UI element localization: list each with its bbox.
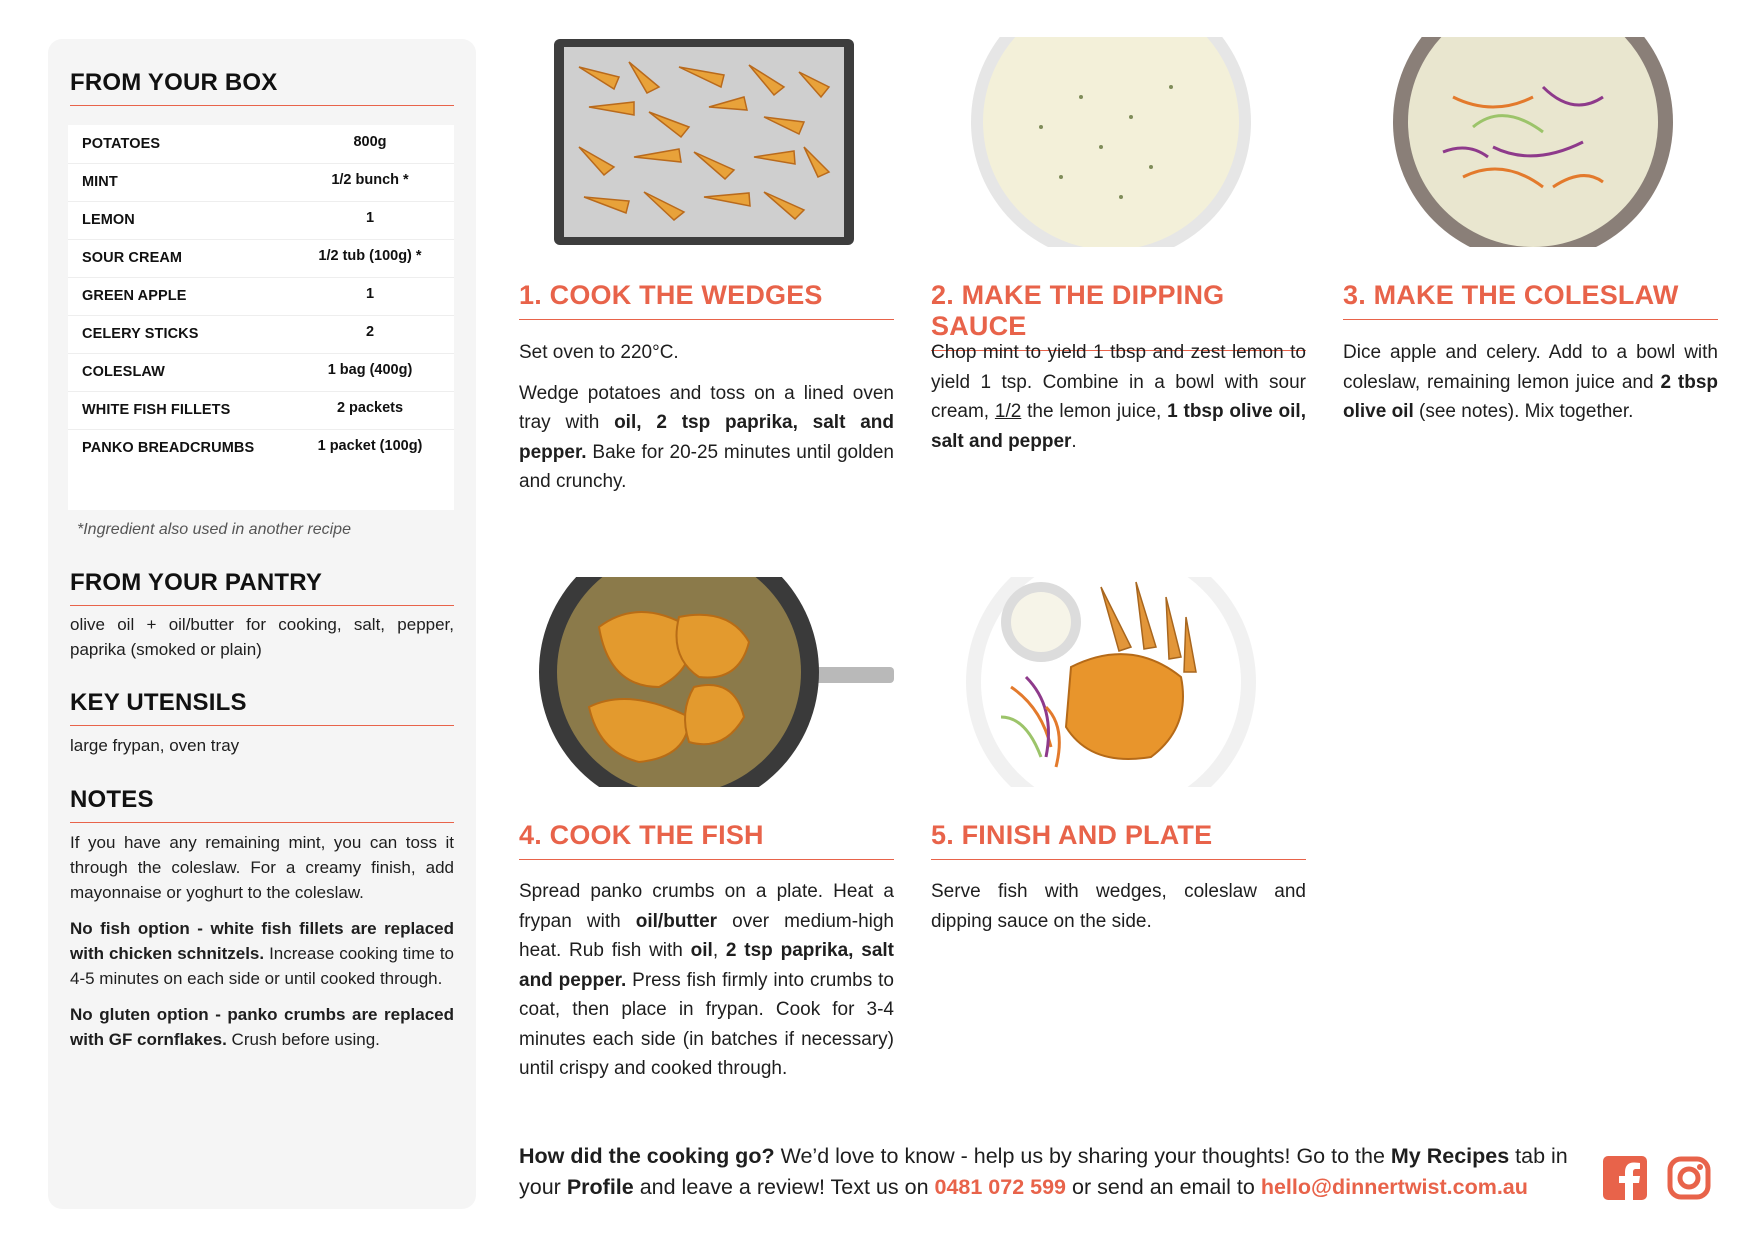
footer-text-run: or send an email to [1066, 1175, 1261, 1199]
instagram-icon[interactable] [1670, 1159, 1708, 1197]
phone-link[interactable]: 0481 072 599 [934, 1175, 1067, 1199]
text-run: . [1071, 430, 1077, 452]
text-run: (see notes). Mix together. [1413, 401, 1634, 422]
step-3-paragraph [1343, 338, 1718, 427]
ingredient-qty: 1/2 bunch * [331, 172, 409, 188]
ingredient-name: PANKO BREADCRUMBS [82, 440, 255, 456]
text-run: Spread panko crumbs on a plate. Heat a frypan with [519, 881, 894, 932]
notes-rest: Increase cooking time to 4-5 minutes on each side or until cooked through. [70, 944, 455, 988]
notes-paragraph [70, 1002, 454, 1052]
ingredient-name: GREEN APPLE [82, 288, 187, 304]
notes-text [70, 830, 454, 1063]
step-3-photo [1343, 37, 1718, 247]
step-1-photo [519, 37, 894, 247]
ingredient-qty: 2 [365, 324, 375, 340]
step-3-title: 3. MAKE THE COLESLAW [1343, 280, 1718, 320]
email-link[interactable]: hello@dinnertwist.com.au [1260, 1175, 1528, 1199]
footer-text-run: tab in your [519, 1144, 1568, 1199]
feedback-footer [519, 1141, 1569, 1203]
text-run: Wedge potatoes and toss on a lined oven tray with [519, 382, 894, 433]
step-4-paragraph [519, 877, 894, 1084]
from-your-box-heading: FROM YOUR BOX [70, 69, 454, 106]
text-run: Dice apple and celery. Add to a bowl with coleslaw, remaining lemon juice and [1343, 342, 1718, 393]
ingredient-row [68, 277, 454, 316]
step-5-title: 5. FINISH AND PLATE [931, 820, 1306, 860]
text-run: over medium-high heat. Rub fish with [519, 910, 894, 961]
ingredient-row [68, 353, 454, 392]
text-run: Press fish firmly into crumbs to coat, then place in frypan. Cook for 3-4 minutes each side (in batches if necessary) until crispy and cooked through. [519, 969, 894, 1079]
step-4-body [519, 877, 894, 1095]
ingredients-sidebar [48, 39, 476, 1209]
notes-heading: NOTES [70, 786, 454, 823]
ingredient-qty: 1 [365, 286, 375, 302]
ingredient-qty: 1 [365, 210, 375, 226]
step-5-photo [931, 577, 1306, 787]
text-run: Chop mint to yield 1 tbsp and zest lemon to yield 1 tsp. Combine in a bowl with sour cream, [931, 342, 1306, 422]
ingredient-footnote: *Ingredient also used in another recipe [77, 521, 351, 538]
ingredient-qty: 1 packet (100g) [317, 438, 423, 454]
step-2-body [931, 338, 1306, 467]
ingredient-name: POTATOES [82, 136, 161, 152]
footer-bold: How did the cooking go? [519, 1144, 775, 1168]
ingredient-row [68, 429, 454, 467]
notes-bold: No gluten option - panko crumbs are replaced with GF cornflakes. [70, 1005, 454, 1049]
step-4-title: 4. COOK THE FISH [519, 820, 894, 860]
ingredient-name: WHITE FISH FILLETS [82, 402, 231, 418]
ingredient-qty: 1/2 tub (100g) * [318, 248, 422, 264]
footer-bold: My Recipes [1390, 1144, 1510, 1168]
ingredient-qty: 800g [353, 134, 387, 150]
bold-run: oil [690, 940, 713, 961]
step-5-body [931, 877, 1306, 947]
ingredient-table [68, 125, 454, 510]
social-icons [1603, 1155, 1723, 1201]
ingredient-name: SOUR CREAM [82, 250, 183, 266]
ingredient-name: LEMON [82, 212, 135, 228]
step-2-title: 2. MAKE THE DIPPING SAUCE [931, 280, 1306, 351]
step-4-photo [519, 577, 894, 787]
ingredient-qty: 2 packets [336, 400, 404, 416]
ingredient-name: CELERY STICKS [82, 326, 199, 342]
text-run: , [712, 940, 726, 961]
footer-bold: Profile [566, 1175, 634, 1199]
ingredient-row [68, 315, 454, 354]
step-1-body [519, 338, 894, 508]
ingredient-row [68, 201, 454, 240]
key-utensils-heading: KEY UTENSILS [70, 689, 454, 726]
ingredient-row [68, 391, 454, 430]
ingredient-row [68, 125, 454, 164]
step-1-paragraph: Set oven to 220°C. [519, 342, 679, 363]
step-3-body [1343, 338, 1718, 438]
bold-run: 2 tsp paprika, salt and pepper. [519, 940, 894, 991]
bold-run: 2 tbsp olive oil [1343, 371, 1719, 422]
footer-text-run: We’d love to know - help us by sharing your thoughts! Go to the [774, 1144, 1391, 1168]
notes-bold: No fish option - white fish fillets are replaced with chicken schnitzels. [70, 919, 454, 963]
notes-paragraph [70, 916, 454, 991]
ingredient-row [68, 163, 454, 202]
ingredient-name: COLESLAW [82, 364, 165, 380]
notes-rest: Crush before using. [226, 1030, 380, 1049]
bold-run: 1 tbsp olive oil, salt and pepper [931, 401, 1306, 452]
underline-run: 1/2 [994, 401, 1022, 422]
utensils-text: large frypan, oven tray [70, 736, 240, 755]
facebook-icon[interactable] [1603, 1156, 1647, 1200]
ingredient-name: MINT [82, 174, 118, 190]
step-5-paragraph: Serve fish with wedges, coleslaw and dipping sauce on the side. [931, 881, 1306, 932]
text-run: the lemon juice, [1021, 401, 1168, 422]
footer-text-run: and leave a review! Text us on [633, 1175, 935, 1199]
bold-run: oil/butter [635, 910, 718, 932]
pantry-text: olive oil + oil/butter for cooking, salt, pepper, paprika (smoked or plain) [70, 615, 454, 659]
step-1-title: 1. COOK THE WEDGES [519, 280, 894, 320]
text-run: Bake for 20-25 minutes until golden and crunchy. [519, 441, 894, 492]
ingredient-qty: 1 bag (400g) [327, 362, 413, 378]
bold-run: oil, 2 tsp paprika, salt and pepper. [519, 412, 894, 463]
step-1-paragraph [519, 379, 894, 497]
step-2-paragraph [931, 338, 1306, 456]
notes-paragraph: If you have any remaining mint, you can toss it through the coleslaw. For a creamy finish, add mayonnaise or yoghurt to the coleslaw. [70, 833, 454, 902]
step-2-photo [931, 37, 1306, 247]
ingredient-row [68, 239, 454, 278]
from-your-pantry-heading: FROM YOUR PANTRY [70, 569, 454, 606]
